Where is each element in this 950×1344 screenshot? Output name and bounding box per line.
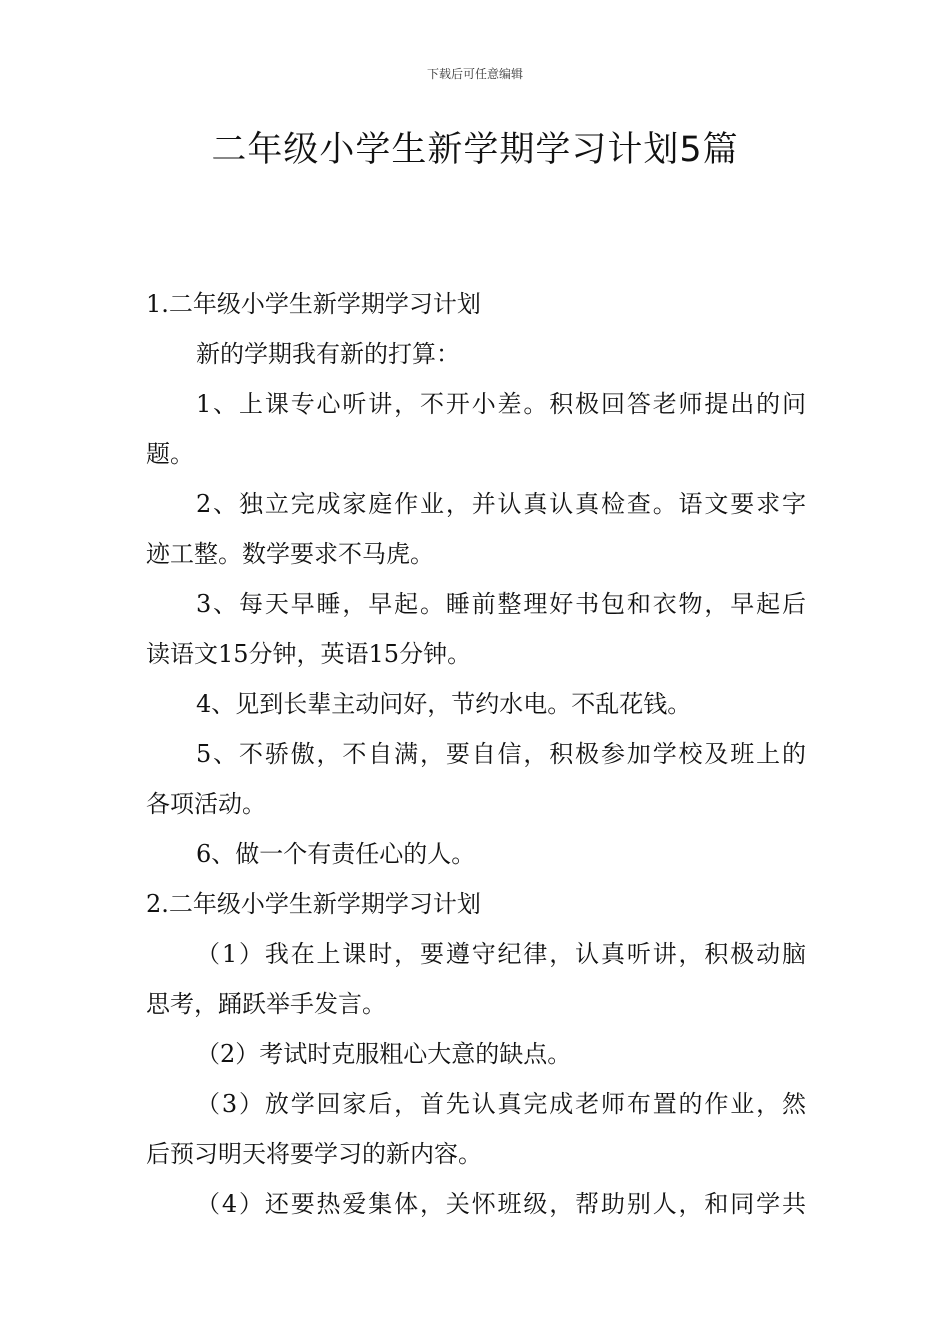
paragraph-line-indented: （2）考试时克服粗心大意的缺点。 [196, 1040, 572, 1068]
paragraph-line: 读语文15分钟，英语15分钟。 [146, 640, 472, 668]
document-title: 二年级小学生新学期学习计划5篇 [211, 130, 739, 170]
paragraph-line-indented: （3）放学回家后，首先认真完成老师布置的作业，然 [196, 1090, 806, 1118]
paragraph-line: 思考，踊跃举手发言。 [146, 990, 386, 1018]
paragraph-line: 1.二年级小学生新学期学习计划 [146, 290, 481, 318]
paragraph-line-indented: （1）我在上课时，要遵守纪律，认真听讲，积极动脑 [196, 940, 806, 968]
paragraph-line-indented: 1、上课专心听讲，不开小差。积极回答老师提出的问 [196, 390, 806, 418]
paragraph-line: 2.二年级小学生新学期学习计划 [146, 890, 481, 918]
paragraph-line-indented: 6、做一个有责任心的人。 [196, 840, 476, 868]
paragraph-line: 题。 [146, 440, 194, 468]
paragraph-line: 迹工整。数学要求不马虎。 [146, 540, 434, 568]
paragraph-line-indented: 3、每天早睡，早起。睡前整理好书包和衣物，早起后 [196, 590, 806, 618]
paragraph-line: 后预习明天将要学习的新内容。 [146, 1140, 482, 1168]
paragraph-line: 各项活动。 [146, 790, 266, 818]
paragraph-line-indented: 新的学期我有新的打算： [196, 340, 460, 368]
paragraph-line-indented: （4）还要热爱集体，关怀班级，帮助别人，和同学共 [196, 1190, 806, 1218]
paragraph-line-indented: 5、不骄傲，不自满，要自信，积极参加学校及班上的 [196, 740, 806, 768]
paragraph-line-indented: 4、见到长辈主动问好，节约水电。不乱花钱。 [196, 690, 692, 718]
paragraph-line-indented: 2、独立完成家庭作业，并认真认真检查。语文要求字 [196, 490, 806, 518]
page-header-note: 下载后可任意编辑 [426, 67, 523, 81]
